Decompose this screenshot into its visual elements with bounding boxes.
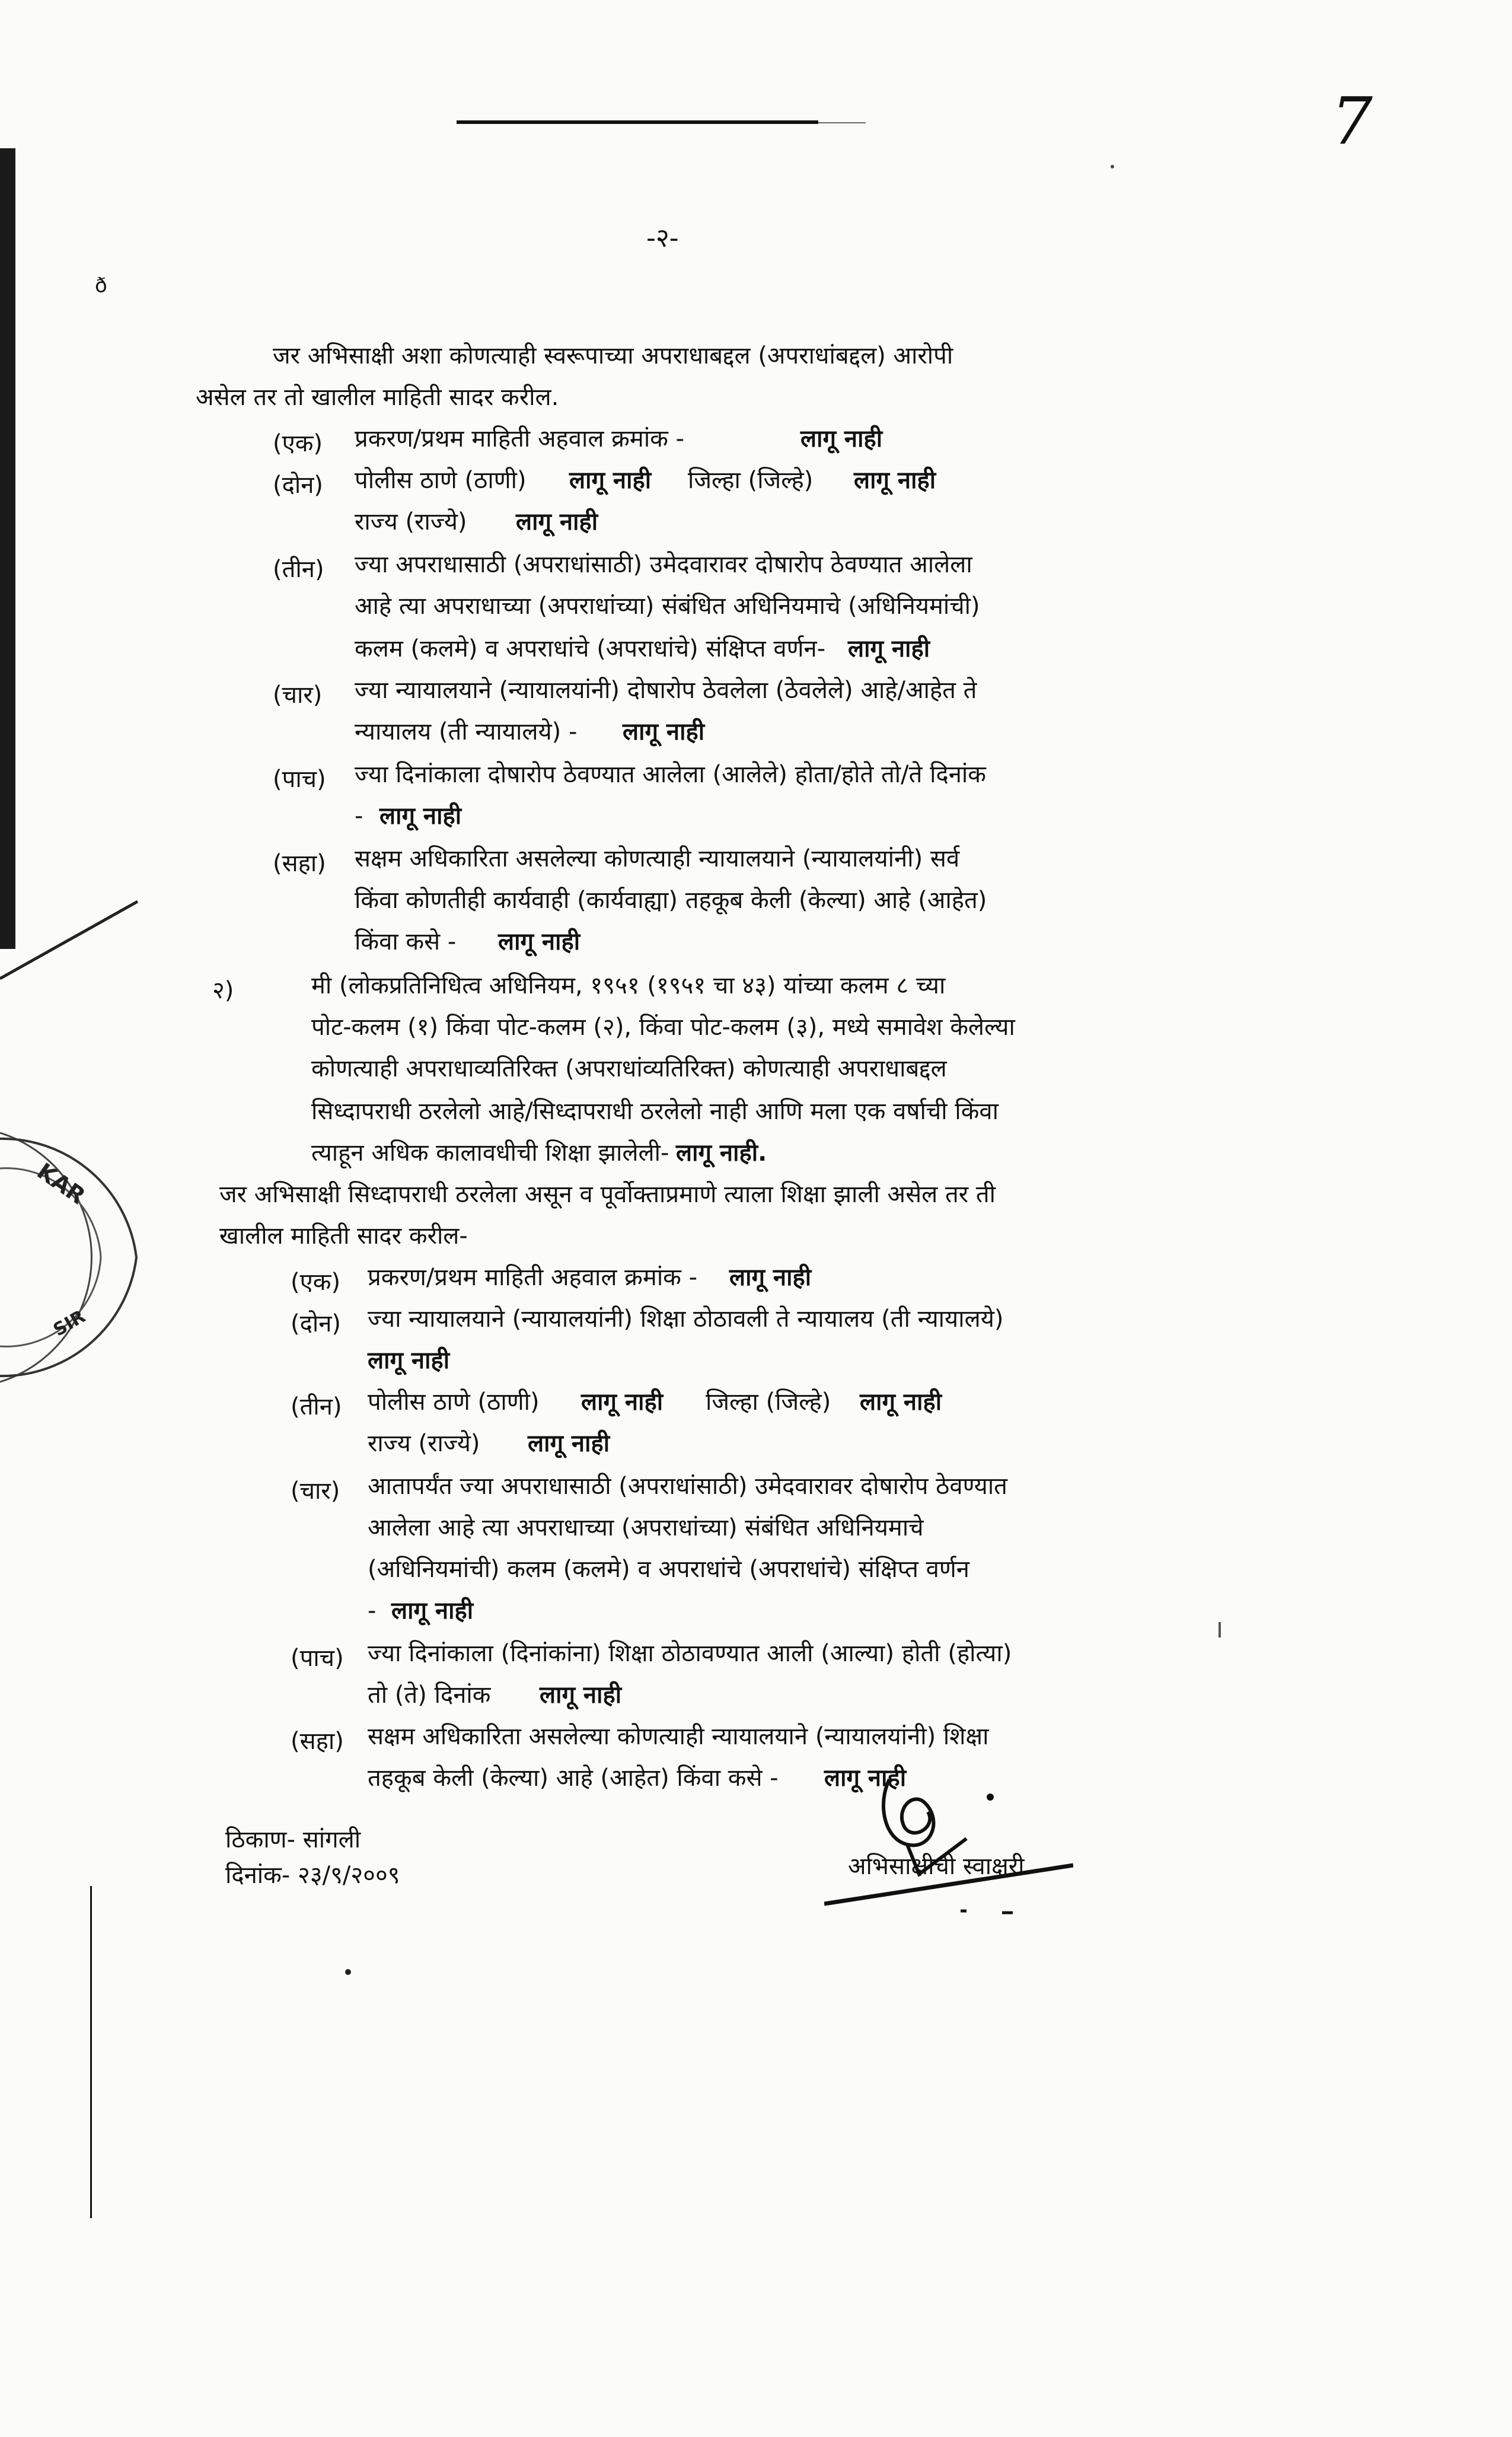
item-text: (अधिनियमांची) कलम (कलमे) व अपराधांचे (अपराधांचे) संक्षिप्त वर्णन <box>368 1556 969 1583</box>
item-value: लागू नाही <box>581 1388 664 1416</box>
margin-diagonal-stroke <box>0 890 142 985</box>
section1-intro-line1: जर अभिसाक्षी अशा कोणत्याही स्वरूपाच्या अपराधाबद्दल (अपराधांबद्दल) आरोपी <box>273 342 953 369</box>
stray-dot <box>1111 165 1114 168</box>
section2-line: पोट-कलम (१) किंवा पोट-कलम (२), किंवा पोट-कलम (३), मध्ये समावेश केलेल्या <box>311 1014 1015 1041</box>
item-value: लागू नाही <box>569 467 652 494</box>
item-label: (दोन) <box>273 472 324 499</box>
official-stamp <box>0 1121 154 1394</box>
item-text: किंवा कोणतीही कार्यवाही (कार्यवाह्या) तहकूब केली (केल्या) आहे (आहेत) <box>355 887 987 914</box>
item-label: (चार) <box>291 1477 340 1505</box>
item-value: लागू नाही <box>391 1597 474 1624</box>
item-text: आहे त्या अपराधाच्या (अपराधांच्या) संबंधित अधिनियमाचे (अधिनियमांची) <box>355 592 980 620</box>
item-text: न्यायालय (ती न्यायालये) - <box>355 718 578 746</box>
item-label: (चार) <box>273 681 323 709</box>
page-label: -२- <box>646 223 679 253</box>
item-text: आलेला आहे त्या अपराधाच्या (अपराधांच्या) संबंधित अधिनियमाचे <box>368 1514 924 1541</box>
section2-line: त्याहून अधिक कालावधीची शिक्षा झालेली- <box>311 1139 669 1167</box>
item-text: जिल्हा (जिल्हे) <box>688 467 814 494</box>
item-text: - <box>355 802 363 830</box>
stamp-fragment-bottom: SIR <box>50 1306 90 1341</box>
place-line: ठिकाण- सांगली <box>225 1826 361 1853</box>
signature-caption: अभिसाक्षीची स्वाक्षरी <box>848 1853 1025 1880</box>
item-value: लागू नाही <box>729 1264 812 1291</box>
item-text: ज्या अपराधासाठी (अपराधांसाठी) उमेदवारावर दोषारोप ठेवण्यात आलेला <box>355 551 972 578</box>
item-text: किंवा कसे - <box>355 928 457 955</box>
item-label: (एक) <box>291 1269 341 1296</box>
item-text: प्रकरण/प्रथम माहिती अहवाल क्रमांक - <box>368 1264 698 1291</box>
item-text: राज्य (राज्ये) <box>355 508 467 536</box>
item-label: (एक) <box>273 430 323 457</box>
item-value: लागू नाही <box>800 425 883 453</box>
item-value: लागू नाही <box>824 1764 907 1792</box>
handwritten-signature <box>824 1756 1073 1922</box>
item-value: लागू नाही <box>528 1430 610 1457</box>
item-label: (पाच) <box>273 766 326 793</box>
item-text: राज्य (राज्ये) <box>368 1430 480 1457</box>
item-value: लागू नाही <box>368 1347 450 1374</box>
item-text: तो (ते) दिनांक <box>368 1681 491 1709</box>
item-value: लागू नाही <box>623 718 705 746</box>
item-text: ज्या न्यायालयाने (न्यायालयांनी) दोषारोप ठेवलेला (ठेवलेले) आहे/आहेत ते <box>355 677 977 704</box>
item-label: (सहा) <box>291 1728 344 1755</box>
item-value: लागू नाही <box>498 928 580 955</box>
date-line: दिनांक- २३/९/२००९ <box>225 1862 400 1889</box>
item-value: लागू नाही <box>540 1681 622 1709</box>
item-text: सक्षम अधिकारिता असलेल्या कोणत्याही न्यायालयाने (न्यायालयांनी) सर्व <box>355 845 960 872</box>
item-text: प्रकरण/प्रथम माहिती अहवाल क्रमांक - <box>355 425 685 453</box>
item-value: लागू नाही <box>848 635 930 662</box>
left-scan-edge <box>0 148 15 949</box>
section2-number: २) <box>212 977 234 1004</box>
item-value: लागू नाही <box>516 508 598 536</box>
item-label: (दोन) <box>291 1310 342 1337</box>
item-value: लागू नाही <box>854 467 936 494</box>
item-value: लागू नाही <box>860 1388 942 1416</box>
item-text: ज्या न्यायालयाने (न्यायालयांनी) शिक्षा ठोठावली ते न्यायालय (ती न्यायालये) <box>368 1305 1004 1333</box>
item-text: ज्या दिनांकाला (दिनांकांना) शिक्षा ठोठावण्यात आली (आल्या) होती (होत्या) <box>368 1640 1012 1667</box>
item-label: (तीन) <box>291 1393 342 1420</box>
item-text: कलम (कलमे) व अपराधांचे (अपराधांचे) संक्षिप्त वर्णन- <box>355 635 826 662</box>
stray-dot <box>345 1969 351 1975</box>
section2-line: मी (लोकप्रतिनिधित्व अधिनियम, १९५१ (१९५१ चा ४३) यांच्या कलम ८ च्या <box>311 972 946 999</box>
top-rule <box>457 120 818 124</box>
item-label: (सहा) <box>273 850 326 877</box>
item-value: लागू नाही <box>379 802 462 830</box>
margin-mark: ð <box>95 274 107 298</box>
section2-value: लागू नाही. <box>676 1139 767 1167</box>
item-text: जिल्हा (जिल्हे) <box>706 1388 831 1416</box>
item-text: आतापर्यंत ज्या अपराधासाठी (अपराधांसाठी) उमेदवारावर दोषारोप ठेवण्यात <box>368 1473 1007 1500</box>
stray-dot <box>1218 1622 1221 1638</box>
item-text: ज्या दिनांकाला दोषारोप ठेवण्यात आलेला (आलेले) होता/होते तो/ते दिनांक <box>355 761 987 788</box>
top-rule-tail <box>818 122 866 123</box>
section2-intro-line2: खालील माहिती सादर करील- <box>219 1222 468 1250</box>
item-text: तहकूब केली (केल्या) आहे (आहेत) किंवा कसे - <box>368 1764 779 1792</box>
item-text: सक्षम अधिकारिता असलेल्या कोणत्याही न्यायालयाने (न्यायालयांनी) शिक्षा <box>368 1723 989 1750</box>
handwritten-page-number: 7 <box>1331 83 1373 159</box>
section2-line: सिध्दापराधी ठरलेलो आहे/सिध्दापराधी ठरलेलो नाही आणि मला एक वर्षाची किंवा <box>311 1098 999 1125</box>
stray-vertical-mark <box>90 1886 92 2218</box>
item-text: - <box>368 1597 377 1624</box>
item-label: (पाच) <box>291 1645 344 1672</box>
item-label: (तीन) <box>273 556 324 583</box>
section2-line: कोणत्याही अपराधाव्यतिरिक्त (अपराधांव्यतिरिक्त) कोणत्याही अपराधाबद्दल <box>311 1055 947 1082</box>
item-text: पोलीस ठाणे (ठाणी) <box>355 467 527 494</box>
section1-intro-line2: असेल तर तो खालील माहिती सादर करील. <box>196 384 559 411</box>
stamp-fragment-top: KAR <box>32 1158 90 1209</box>
section2-intro-line1: जर अभिसाक्षी सिध्दापराधी ठरलेला असून व पूर्वोक्ताप्रमाणे त्याला शिक्षा झाली असेल तर ती <box>219 1181 996 1208</box>
item-text: पोलीस ठाणे (ठाणी) <box>368 1388 540 1416</box>
